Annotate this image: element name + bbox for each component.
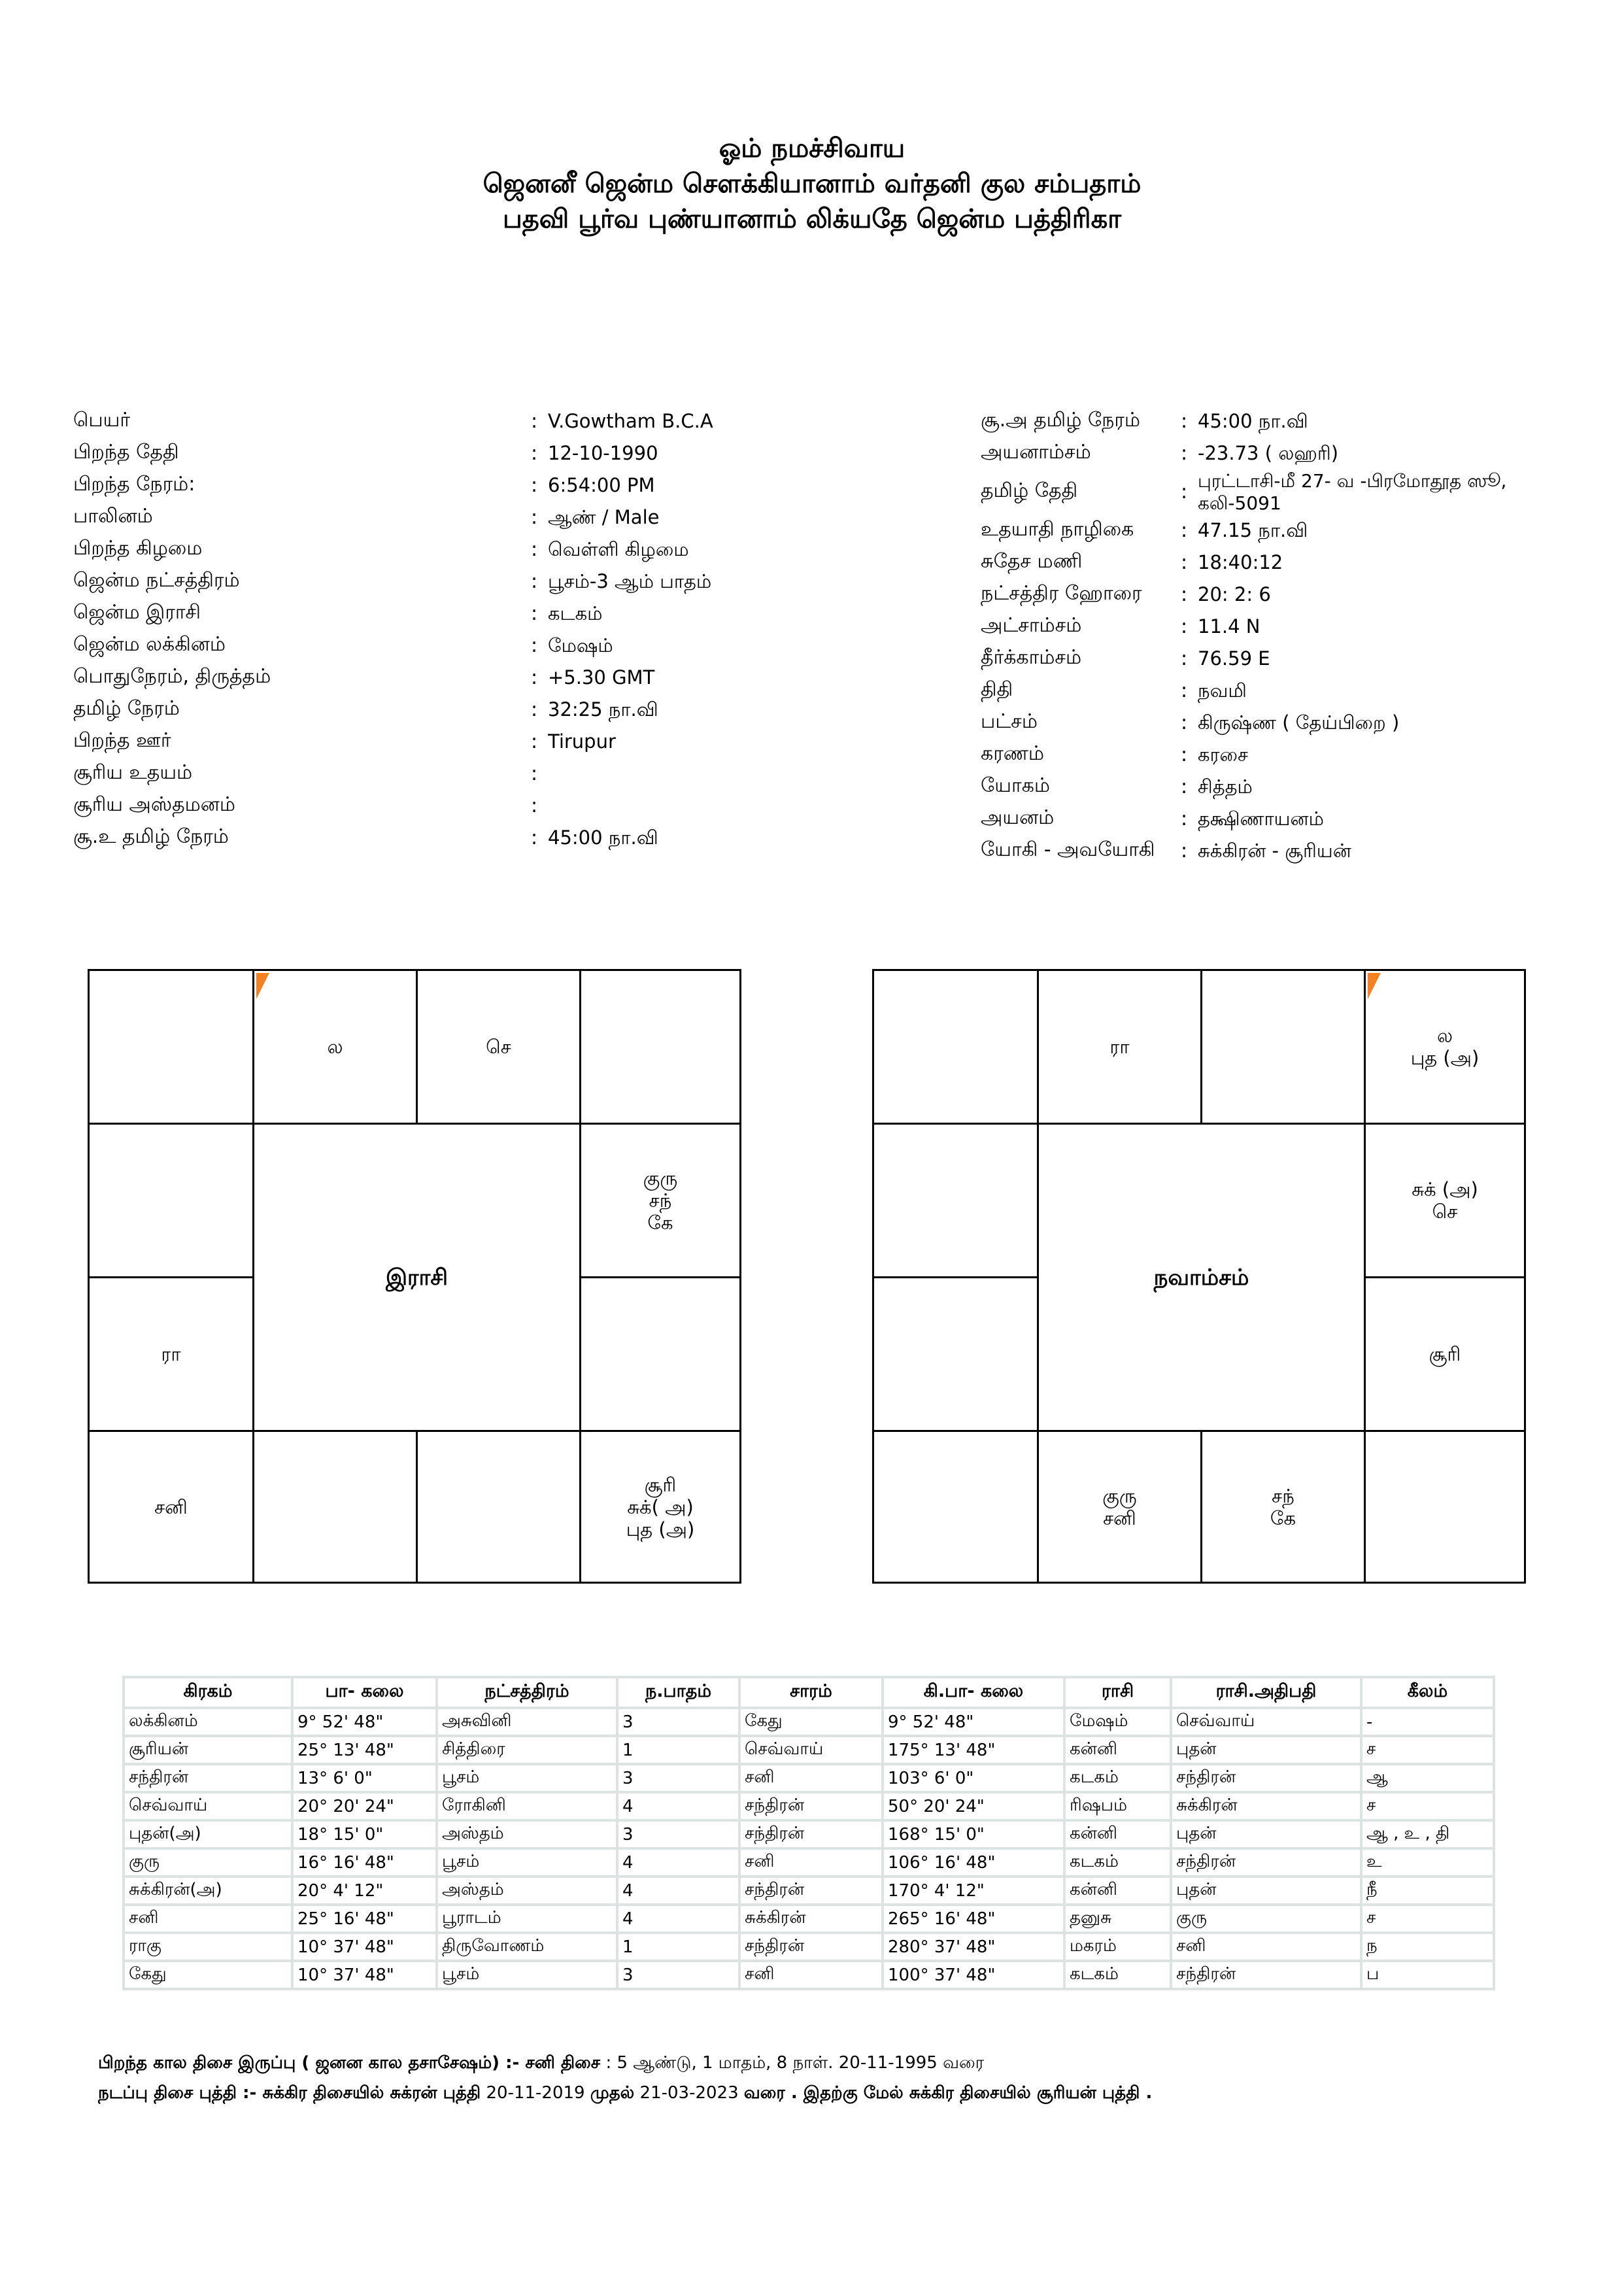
info-label: பொதுநேரம், திருத்தம் [73, 665, 271, 688]
table-cell: சந்திரன் [739, 1792, 883, 1820]
invocation-header [0, 131, 1624, 237]
info-colon: : [531, 474, 538, 497]
house-taurus [1200, 969, 1366, 1125]
planet-label: ரா [1109, 1036, 1130, 1058]
table-row [124, 1905, 1494, 1933]
house-cancer [579, 1123, 741, 1278]
current-dasa-line [98, 2083, 1152, 2105]
info-value-line-2: கலி-5091 [1198, 492, 1281, 514]
table-cell: ப [1361, 1961, 1494, 1989]
table-cell: அஸ்தம் [437, 1820, 617, 1848]
info-label: ஜென்ம லக்கினம் [73, 633, 226, 656]
table-cell: செவ்வாய் [124, 1792, 292, 1820]
info-label: சூரிய உதயம் [73, 761, 193, 784]
header-line-2: ஜெனனீ ஜென்ம சௌக்கியானாம் வர்தனி குல சம்பதாம் [482, 169, 1142, 199]
table-cell: 10° 37' 48" [292, 1961, 437, 1989]
info-label: கரணம் [981, 742, 1045, 765]
info-value: 11.4 N [1198, 615, 1260, 638]
planet-label: கே [1270, 1506, 1296, 1529]
table-cell: சனி [739, 1764, 883, 1792]
table-cell: கன்னி [1064, 1877, 1171, 1905]
table-cell: சனி [739, 1848, 883, 1877]
table-row [124, 1961, 1494, 1989]
info-label: பெயர் [73, 409, 131, 432]
info-colon: : [531, 410, 538, 433]
info-label: அயனம் [981, 806, 1055, 829]
info-label: தமிழ் தேதி [981, 479, 1078, 502]
house-leo [1364, 1276, 1526, 1432]
chart-title: நவாம்சம் [1153, 1264, 1249, 1291]
table-cell: - [1361, 1708, 1494, 1736]
table-cell: பூசம் [437, 1848, 617, 1877]
table-cell: 280° 37' 48" [883, 1933, 1064, 1961]
current-dasa-start: 20-11-2019 [481, 2083, 590, 2103]
planet-label: ல [1436, 1025, 1453, 1047]
current-dasa-label: நடப்பு திசை புத்தி :- சுக்கிர திசையில் சுக்ரன் புத்தி [98, 2083, 481, 2103]
info-label: பிறந்த நேரம்: [73, 473, 195, 496]
info-value: 20: 2: 6 [1198, 583, 1271, 605]
info-label: பட்சம் [981, 710, 1038, 733]
table-row [124, 1848, 1494, 1877]
table-cell: 106° 16' 48" [883, 1848, 1064, 1877]
info-label: யோகம் [981, 774, 1051, 797]
info-value: +5.30 GMT [548, 666, 655, 688]
table-cell: சனி [739, 1961, 883, 1989]
planet-label: செ [1432, 1200, 1458, 1223]
table-cell: 25° 16' 48" [292, 1905, 437, 1933]
table-cell: 4 [617, 1905, 739, 1933]
info-label: அட்சாம்சம் [981, 614, 1082, 637]
table-cell: சந்திரன் [739, 1820, 883, 1848]
table-cell: செவ்வாய் [739, 1736, 883, 1764]
table-row [124, 1933, 1494, 1961]
chart-title: இராசி [385, 1264, 448, 1291]
table-cell: மேஷம் [1064, 1708, 1171, 1736]
house-aquarius [88, 1123, 254, 1278]
info-value-line-1: புரட்டாசி-மீ 27- வ -பிரமோதூத ஸூ, [1198, 470, 1507, 492]
table-cell: சுக்கிரன் [1171, 1792, 1361, 1820]
info-value: சுக்கிரன் - சூரியன் [1198, 840, 1351, 862]
table-cell: அசுவினி [437, 1708, 617, 1736]
info-value: கடகம் [548, 602, 603, 624]
table-cell: பூராடம் [437, 1905, 617, 1933]
house-capricorn [872, 1276, 1039, 1432]
column-header: சாரம் [739, 1677, 883, 1708]
table-cell: பூசம் [437, 1961, 617, 1989]
info-value: -23.73 ( லஹரி) [1198, 442, 1339, 464]
planet-label: சுக்( அ) [627, 1495, 694, 1518]
info-value: ஆண் / Male [548, 506, 660, 528]
info-label: சூ.உ தமிழ் நேரம் [73, 825, 229, 848]
chart-center [252, 1123, 581, 1432]
info-label: யோகி - அவயோகி [981, 838, 1155, 861]
info-label: பிறந்த தேதி [73, 441, 179, 464]
navamsa-chart [872, 969, 1526, 1584]
table-cell: தனுசு [1064, 1905, 1171, 1933]
info-colon: : [1181, 647, 1188, 670]
table-cell: ரோகினி [437, 1792, 617, 1820]
house-scorpio [1037, 1430, 1202, 1584]
house-capricorn [88, 1276, 254, 1432]
table-cell: 25° 13' 48" [292, 1736, 437, 1764]
table-cell: 4 [617, 1877, 739, 1905]
house-virgo [1364, 1430, 1526, 1584]
table-cell: புதன் [1171, 1877, 1361, 1905]
info-colon: : [1181, 481, 1188, 503]
table-cell: சுக்கிரன்(அ) [124, 1877, 292, 1905]
info-colon: : [531, 730, 538, 753]
table-cell: ரிஷபம் [1064, 1792, 1171, 1820]
info-label: சுதேச மணி [981, 550, 1083, 573]
info-value: வெள்ளி கிழமை [548, 538, 689, 560]
info-colon: : [1181, 551, 1188, 574]
info-colon: : [531, 666, 538, 689]
info-label: தீர்க்காம்சம் [981, 646, 1082, 669]
dasa-balance-label: பிறந்த கால திசை இருப்பு ( ஜனன கால தசாசேஷம்) :- சனி திசை [98, 2053, 601, 2073]
planet-label: ல [327, 1036, 343, 1058]
table-row [124, 1792, 1494, 1820]
table-cell: 103° 6' 0" [883, 1764, 1064, 1792]
table-cell: செவ்வாய் [1171, 1708, 1361, 1736]
info-value: 18:40:12 [1198, 551, 1283, 573]
info-colon: : [1181, 808, 1188, 830]
table-cell: 175° 13' 48" [883, 1736, 1064, 1764]
info-value: V.Gowtham B.C.A [548, 410, 713, 432]
table-row [124, 1820, 1494, 1848]
info-label: பிறந்த கிழமை [73, 537, 203, 560]
column-header: கிரகம் [124, 1677, 292, 1708]
table-cell: பூசம் [437, 1764, 617, 1792]
planet-label: சூரி [1429, 1343, 1461, 1365]
column-header: ராசி [1064, 1677, 1171, 1708]
info-value: மேஷம் [548, 634, 613, 656]
planet-label: சந் [1272, 1484, 1294, 1507]
info-label: அயனாம்சம் [981, 441, 1091, 464]
table-cell: 3 [617, 1764, 739, 1792]
house-sagittarius [872, 1430, 1039, 1584]
info-label: ஜென்ம நட்சத்திரம் [73, 569, 240, 592]
table-cell: கேது [739, 1708, 883, 1736]
info-label: சூரிய அஸ்தமனம் [73, 793, 236, 816]
current-dasa-from: முதல் [590, 2083, 635, 2103]
table-cell: சித்திரை [437, 1736, 617, 1764]
info-value: 12-10-1990 [548, 442, 658, 464]
table-cell: அஸ்தம் [437, 1877, 617, 1905]
table-cell: கன்னி [1064, 1736, 1171, 1764]
planet-label: செ [486, 1036, 511, 1058]
info-value: தக்ஷிணாயனம் [1198, 808, 1324, 830]
table-cell: சந்திரன் [739, 1877, 883, 1905]
planet-label: ரா [161, 1343, 181, 1365]
planet-label: புத (அ) [1410, 1047, 1480, 1069]
table-cell: சந்திரன் [1171, 1764, 1361, 1792]
table-row [124, 1736, 1494, 1764]
column-header: பா- கலை [292, 1677, 437, 1708]
table-cell: ஆ , உ , தி [1361, 1820, 1494, 1848]
info-colon: : [531, 570, 538, 593]
planet-label: சுக் (அ) [1412, 1178, 1478, 1200]
info-colon: : [531, 538, 538, 561]
info-colon: : [1181, 775, 1188, 798]
house-aries [252, 969, 418, 1125]
house-leo [579, 1276, 741, 1432]
info-colon: : [1181, 679, 1188, 702]
table-cell: 3 [617, 1820, 739, 1848]
planet-label: சூரி [644, 1473, 677, 1496]
table-cell: சந்திரன் [1171, 1961, 1361, 1989]
table-cell: ச [1361, 1736, 1494, 1764]
info-label: நட்சத்திர ஹோரை [981, 582, 1142, 605]
info-colon: : [531, 442, 538, 465]
table-cell: கன்னி [1064, 1820, 1171, 1848]
info-label: சூ.அ தமிழ் நேரம் [981, 409, 1141, 432]
info-label: உதயாதி நாழிகை [981, 518, 1134, 541]
info-value: 47.15 நா.வி [1198, 519, 1308, 541]
table-cell: நீ [1361, 1877, 1494, 1905]
info-colon: : [1181, 711, 1188, 734]
info-value: 45:00 நா.வி [548, 826, 658, 849]
planet-label: சனி [154, 1495, 188, 1518]
current-dasa-end: 21-03-2023 [634, 2083, 744, 2103]
info-value: கிருஷ்ண ( தேய்பிறை ) [1198, 711, 1400, 734]
current-dasa-next: வரை . இதற்கு மேல் சுக்கிர திசையில் சூரியன் புத்தி . [743, 2083, 1153, 2103]
header-line-3: பதவி பூர்வ புண்யானாம் லிக்யதே ஜென்ம பத்திரிகா [502, 204, 1122, 234]
table-cell: குரு [124, 1848, 292, 1877]
table-cell: 16° 16' 48" [292, 1848, 437, 1877]
info-colon: : [1181, 410, 1188, 433]
chart-center [1037, 1123, 1366, 1432]
table-cell: 20° 20' 24" [292, 1792, 437, 1820]
info-label: பிறந்த ஊர் [73, 729, 171, 752]
table-cell: கடகம் [1064, 1961, 1171, 1989]
info-colon: : [1181, 743, 1188, 766]
table-cell: 168° 15' 0" [883, 1820, 1064, 1848]
rasi-chart [88, 969, 741, 1584]
column-header: ந.பாதம் [617, 1677, 739, 1708]
planet-label: குரு [643, 1167, 678, 1189]
house-scorpio [252, 1430, 418, 1584]
planet-label: புத (அ) [626, 1518, 695, 1540]
table-cell: 265° 16' 48" [883, 1905, 1064, 1933]
lagna-marker-icon [1368, 973, 1381, 999]
house-gemini [1364, 969, 1526, 1125]
table-row [124, 1708, 1494, 1736]
table-cell: சூரியன் [124, 1736, 292, 1764]
planet-label: சனி [1103, 1506, 1136, 1529]
info-colon: : [531, 698, 538, 721]
info-label: ஜென்ம இராசி [73, 601, 201, 624]
table-cell: 4 [617, 1792, 739, 1820]
table-cell: 50° 20' 24" [883, 1792, 1064, 1820]
table-cell: சனி [1171, 1933, 1361, 1961]
info-colon: : [1181, 840, 1188, 862]
table-cell: லக்கினம் [124, 1708, 292, 1736]
info-colon: : [1181, 615, 1188, 638]
info-colon: : [1181, 519, 1188, 542]
table-cell: 13° 6' 0" [292, 1764, 437, 1792]
house-libra [1200, 1430, 1366, 1584]
info-colon: : [531, 602, 538, 625]
table-cell: உ [1361, 1848, 1494, 1877]
info-colon: : [531, 506, 538, 529]
table-cell: புதன் [1171, 1820, 1361, 1848]
house-pisces [88, 969, 254, 1125]
table-cell: சனி [124, 1905, 292, 1933]
info-value: 45:00 நா.வி [1198, 410, 1308, 432]
table-cell: 4 [617, 1848, 739, 1877]
house-pisces [872, 969, 1039, 1125]
column-header: கீலம் [1361, 1677, 1494, 1708]
info-label: திதி [981, 678, 1013, 701]
table-header-row [124, 1677, 1494, 1708]
house-cancer [1364, 1123, 1526, 1278]
house-libra [416, 1430, 581, 1584]
house-virgo [579, 1430, 741, 1584]
planet-positions-table [122, 1676, 1495, 1990]
table-cell: ந [1361, 1933, 1494, 1961]
table-cell: 3 [617, 1961, 739, 1989]
info-value: Tirupur [548, 730, 616, 753]
birth-details-right [981, 409, 1602, 886]
column-header: நட்சத்திரம் [437, 1677, 617, 1708]
info-colon: : [531, 762, 538, 785]
table-cell: சந்திரன் [124, 1764, 292, 1792]
dasa-balance-line [98, 2053, 984, 2075]
column-header: கி.பா- கலை [883, 1677, 1064, 1708]
table-cell: 170° 4' 12" [883, 1877, 1064, 1905]
table-cell: ச [1361, 1792, 1494, 1820]
table-cell: மகரம் [1064, 1933, 1171, 1961]
info-value: பூசம்-3 ஆம் பாதம் [548, 570, 712, 592]
info-colon: : [1181, 583, 1188, 606]
planet-label: குரு [1102, 1484, 1137, 1507]
table-cell: 1 [617, 1933, 739, 1961]
table-cell: புதன்(அ) [124, 1820, 292, 1848]
table-row [124, 1764, 1494, 1792]
table-cell: குரு [1171, 1905, 1361, 1933]
info-value: 76.59 E [1198, 647, 1270, 670]
table-cell: 1 [617, 1736, 739, 1764]
table-cell: கடகம் [1064, 1848, 1171, 1877]
info-value [1198, 470, 1506, 515]
info-value: கரசை [1198, 743, 1249, 766]
dasa-balance-value: : 5 ஆண்டு, 1 மாதம், 8 நாள். 20-11-1995 வரை [600, 2053, 985, 2073]
table-cell: சந்திரன் [1171, 1848, 1361, 1877]
table-cell: ச [1361, 1905, 1494, 1933]
table-cell: 3 [617, 1708, 739, 1736]
info-colon: : [531, 826, 538, 849]
table-cell: 9° 52' 48" [883, 1708, 1064, 1736]
lagna-marker-icon [256, 973, 269, 999]
table-cell: 18° 15' 0" [292, 1820, 437, 1848]
table-row [124, 1877, 1494, 1905]
table-cell: 9° 52' 48" [292, 1708, 437, 1736]
table-cell: புதன் [1171, 1736, 1361, 1764]
house-aries [1037, 969, 1202, 1125]
table-cell: சுக்கிரன் [739, 1905, 883, 1933]
info-label: தமிழ் நேரம் [73, 697, 180, 720]
info-colon: : [531, 634, 538, 657]
table-cell: 100° 37' 48" [883, 1961, 1064, 1989]
table-cell: திருவோணம் [437, 1933, 617, 1961]
info-label: பாலினம் [73, 505, 153, 528]
house-gemini [579, 969, 741, 1125]
table-cell: கடகம் [1064, 1764, 1171, 1792]
info-colon: : [1181, 442, 1188, 465]
info-colon: : [531, 794, 538, 817]
house-aquarius [872, 1123, 1039, 1278]
info-value: 6:54:00 PM [548, 474, 655, 496]
table-cell: 10° 37' 48" [292, 1933, 437, 1961]
column-header: ராசி.அதிபதி [1171, 1677, 1361, 1708]
table-cell: கேது [124, 1961, 292, 1989]
info-value: 32:25 நா.வி [548, 698, 658, 721]
info-value: சித்தம் [1198, 775, 1253, 798]
table-cell: ராகு [124, 1933, 292, 1961]
table-cell: ஆ [1361, 1764, 1494, 1792]
planet-label: சந் [649, 1189, 672, 1212]
table-cell: சந்திரன் [739, 1933, 883, 1961]
planet-label: கே [647, 1212, 673, 1234]
house-sagittarius [88, 1430, 254, 1584]
table-cell: 20° 4' 12" [292, 1877, 437, 1905]
birth-details-left [73, 409, 858, 866]
header-line-1: ஓம் நமச்சிவாய [719, 133, 905, 163]
info-value: நவமி [1198, 679, 1247, 702]
house-taurus [416, 969, 581, 1125]
